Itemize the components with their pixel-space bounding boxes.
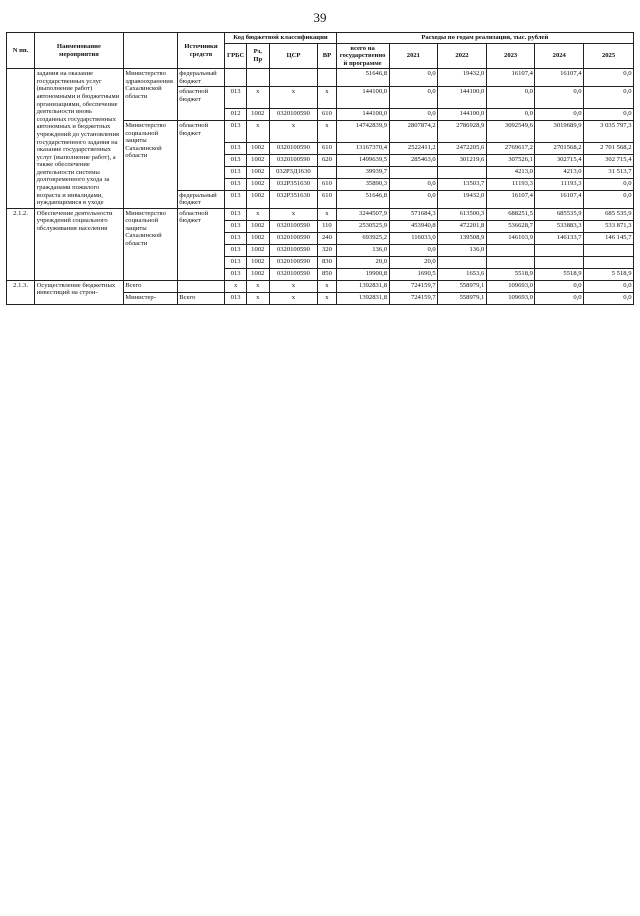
header-budget-classification: Код бюджетной классификации: [225, 33, 336, 44]
cell-year-2025: 0,0: [584, 109, 634, 121]
cell-year-2022: 139508,9: [438, 232, 487, 244]
cell-year-2024: 5518,9: [535, 268, 584, 280]
cell-year-2025: 31 513,7: [584, 166, 634, 178]
cell-year-2023: 2769617,2: [486, 142, 535, 154]
cell-rzpr: 1002: [246, 178, 269, 190]
cell-grbs: [225, 69, 247, 87]
cell-year-2025: 533 871,3: [584, 220, 634, 232]
cell-vr: x: [318, 208, 336, 220]
cell-total: 35890,3: [336, 178, 389, 190]
cell-total: 13167370,4: [336, 142, 389, 154]
cell-year-2024: 4213,0: [535, 166, 584, 178]
cell-total: 136,0: [336, 244, 389, 256]
header-name: Наименование мероприятия: [35, 33, 124, 69]
header-vr: ВР: [318, 43, 336, 69]
cell-year-2025: [584, 244, 634, 256]
funding-source: федеральный бюджет: [177, 190, 225, 208]
cell-year-2022: 144100,0: [438, 87, 487, 109]
cell-year-2025: [584, 256, 634, 268]
cell-year-2021: 285463,0: [389, 154, 438, 166]
cell-grbs: 013: [225, 121, 247, 143]
cell-total: 1392831,8: [336, 280, 389, 292]
cell-year-2022: 144100,0: [438, 109, 487, 121]
cell-rzpr: x: [246, 121, 269, 143]
cell-year-2022: 13503,7: [438, 178, 487, 190]
cell-csr: x: [269, 87, 318, 109]
cell-csr: x: [269, 280, 318, 292]
measure-name: задания на оказание государственных услуг (выполнение работ) автономными и бюджетными организациями, обеспечение деятельности вновь созданных государственных автономных и бюджетных учреждений до установления государственного задания на оказание государственных услуг (выполнение работ), а также обеспечение деятельности системы долговременного ухода за гражданами пожилого возраста и инвалидами, нуждающимися в уходе: [35, 69, 124, 208]
header-grbs: ГРБС: [225, 43, 247, 69]
cell-year-2021: 20,0: [389, 256, 438, 268]
cell-grbs: 013: [225, 256, 247, 268]
cell-grbs: 013: [225, 166, 247, 178]
cell-year-2022: 136,0: [438, 244, 487, 256]
cell-year-2021: [389, 166, 438, 178]
cell-year-2023: 3092549,6: [486, 121, 535, 143]
funding-source: федеральный бюджет: [177, 69, 225, 87]
executor: Министер-: [123, 292, 177, 304]
cell-grbs: 013: [225, 142, 247, 154]
cell-year-2024: [535, 244, 584, 256]
cell-csr: 0320100590: [269, 232, 318, 244]
cell-year-2021: 2807874,2: [389, 121, 438, 143]
cell-vr: x: [318, 87, 336, 109]
header-expenses: Расходы по годам реализации, тыс. рублей: [336, 33, 633, 44]
cell-year-2022: [438, 166, 487, 178]
cell-rzpr: 1002: [246, 256, 269, 268]
cell-rzpr: 1002: [246, 154, 269, 166]
cell-rzpr: 1002: [246, 244, 269, 256]
cell-rzpr: [246, 69, 269, 87]
cell-year-2022: 558979,1: [438, 280, 487, 292]
cell-grbs: x: [225, 280, 247, 292]
cell-csr: x: [269, 121, 318, 143]
cell-year-2022: 301219,6: [438, 154, 487, 166]
cell-vr: [318, 69, 336, 87]
cell-total: 14742839,9: [336, 121, 389, 143]
cell-year-2023: 5518,9: [486, 268, 535, 280]
cell-year-2023: 16107,4: [486, 69, 535, 87]
cell-csr: 0320100590: [269, 154, 318, 166]
executor: Всего: [123, 280, 177, 292]
cell-csr: 0320100590: [269, 244, 318, 256]
cell-year-2025: 2 701 568,2: [584, 142, 634, 154]
cell-year-2025: 3 035 797,3: [584, 121, 634, 143]
cell-year-2025: 685 535,9: [584, 208, 634, 220]
cell-year-2024: 0,0: [535, 280, 584, 292]
cell-csr: [269, 69, 318, 87]
cell-total: 1499639,5: [336, 154, 389, 166]
cell-csr: x: [269, 292, 318, 304]
cell-vr: 610: [318, 190, 336, 208]
cell-year-2021: 0,0: [389, 87, 438, 109]
table-row: [7, 208, 634, 220]
cell-year-2021: 0,0: [389, 244, 438, 256]
cell-csr: 0320100590: [269, 220, 318, 232]
executor: Министерство здравоохранения Сахалинской области: [123, 69, 177, 121]
cell-vr: 320: [318, 244, 336, 256]
row-number: [7, 69, 35, 208]
cell-csr: 032Р351630: [269, 190, 318, 208]
cell-year-2022: [438, 256, 487, 268]
cell-grbs: 013: [225, 232, 247, 244]
cell-year-2025: 0,0: [584, 280, 634, 292]
cell-vr: 610: [318, 142, 336, 154]
cell-grbs: 013: [225, 220, 247, 232]
cell-vr: x: [318, 280, 336, 292]
cell-total: 39939,7: [336, 166, 389, 178]
cell-total: 2530525,9: [336, 220, 389, 232]
cell-year-2023: 146103,9: [486, 232, 535, 244]
cell-year-2021: 0,0: [389, 109, 438, 121]
cell-year-2023: 307526,1: [486, 154, 535, 166]
cell-rzpr: 1002: [246, 220, 269, 232]
cell-grbs: 013: [225, 268, 247, 280]
cell-year-2022: 2472205,6: [438, 142, 487, 154]
cell-total: 20,0: [336, 256, 389, 268]
header-source: Источники средств: [177, 33, 225, 69]
cell-year-2022: 558979,1: [438, 292, 487, 304]
cell-rzpr: x: [246, 87, 269, 109]
measure-name: Обеспечение деятельности учреждений социального обслуживания населения: [35, 208, 124, 280]
header-year-2022: 2022: [438, 43, 487, 69]
cell-grbs: 012: [225, 109, 247, 121]
cell-grbs: 013: [225, 190, 247, 208]
cell-year-2024: 16107,4: [535, 69, 584, 87]
cell-rzpr: 1002: [246, 142, 269, 154]
cell-year-2025: 0,0: [584, 190, 634, 208]
cell-year-2025: 5 518,9: [584, 268, 634, 280]
cell-year-2025: 302 715,4: [584, 154, 634, 166]
header-total: всего на государственной программе: [336, 43, 389, 69]
cell-total: 51646,8: [336, 69, 389, 87]
row-number: 2.1.3.: [7, 280, 35, 304]
funding-source: областной бюджет: [177, 208, 225, 280]
cell-total: 1392831,8: [336, 292, 389, 304]
cell-total: 19900,8: [336, 268, 389, 280]
cell-year-2024: 16107,4: [535, 190, 584, 208]
cell-vr: [318, 166, 336, 178]
cell-vr: x: [318, 121, 336, 143]
measure-name: Осуществление бюджетных инвестиций на строи-: [35, 280, 124, 304]
cell-grbs: 013: [225, 87, 247, 109]
cell-year-2024: 0,0: [535, 292, 584, 304]
cell-year-2024: 3019689,9: [535, 121, 584, 143]
header-year-2025: 2025: [584, 43, 634, 69]
cell-vr: 830: [318, 256, 336, 268]
header-csr: ЦСР: [269, 43, 318, 69]
cell-year-2024: 11193,3: [535, 178, 584, 190]
cell-csr: 0320100590: [269, 109, 318, 121]
cell-total: 3244507,9: [336, 208, 389, 220]
header-year-2024: 2024: [535, 43, 584, 69]
header-row: [7, 33, 634, 44]
funding-source: Всего: [177, 292, 225, 304]
cell-year-2023: 536628,7: [486, 220, 535, 232]
cell-year-2021: 571684,3: [389, 208, 438, 220]
budget-table: [6, 32, 634, 305]
cell-year-2025: 0,0: [584, 292, 634, 304]
cell-year-2023: 688251,5: [486, 208, 535, 220]
cell-year-2024: 685535,9: [535, 208, 584, 220]
cell-year-2024: 0,0: [535, 87, 584, 109]
cell-total: 144100,0: [336, 109, 389, 121]
executor: Министерство социальной защиты Сахалинской области: [123, 208, 177, 280]
cell-year-2024: 0,0: [535, 109, 584, 121]
funding-source: областной бюджет: [177, 121, 225, 191]
header-num: N пп.: [7, 33, 35, 69]
cell-year-2021: 116033,0: [389, 232, 438, 244]
cell-csr: x: [269, 208, 318, 220]
row-number: 2.1.2.: [7, 208, 35, 280]
header-executor: [123, 33, 177, 69]
table-row: [7, 280, 634, 292]
funding-source: областной бюджет: [177, 87, 225, 121]
cell-year-2023: 11193,3: [486, 178, 535, 190]
cell-year-2021: 724159,7: [389, 280, 438, 292]
cell-year-2021: 453940,8: [389, 220, 438, 232]
table-row: [7, 69, 634, 87]
cell-year-2024: 2701568,2: [535, 142, 584, 154]
cell-vr: x: [318, 292, 336, 304]
cell-vr: 850: [318, 268, 336, 280]
cell-year-2021: 0,0: [389, 178, 438, 190]
page-number: 39: [313, 10, 327, 25]
cell-year-2024: [535, 256, 584, 268]
cell-year-2023: 0,0: [486, 87, 535, 109]
funding-source: [177, 280, 225, 292]
cell-year-2022: 1653,6: [438, 268, 487, 280]
cell-year-2021: 0,0: [389, 190, 438, 208]
cell-rzpr: x: [246, 280, 269, 292]
cell-year-2023: 109693,0: [486, 280, 535, 292]
cell-year-2021: 724159,7: [389, 292, 438, 304]
cell-total: 51646,8: [336, 190, 389, 208]
cell-csr: 0320100590: [269, 142, 318, 154]
cell-year-2022: 19432,0: [438, 69, 487, 87]
cell-year-2022: 19432,0: [438, 190, 487, 208]
cell-year-2025: 146 145,7: [584, 232, 634, 244]
cell-csr: 0320100590: [269, 256, 318, 268]
cell-year-2023: [486, 244, 535, 256]
cell-year-2024: 533883,3: [535, 220, 584, 232]
cell-rzpr: 1002: [246, 190, 269, 208]
cell-rzpr: 1002: [246, 268, 269, 280]
cell-year-2021: 0,0: [389, 69, 438, 87]
cell-year-2023: 16107,4: [486, 190, 535, 208]
header-year-2021: 2021: [389, 43, 438, 69]
cell-year-2021: 1690,5: [389, 268, 438, 280]
cell-rzpr: 1002: [246, 109, 269, 121]
cell-rzpr: 1002: [246, 166, 269, 178]
cell-grbs: 013: [225, 244, 247, 256]
cell-total: 693925,2: [336, 232, 389, 244]
cell-csr: 0320100590: [269, 268, 318, 280]
cell-grbs: 013: [225, 154, 247, 166]
cell-year-2022: 472201,8: [438, 220, 487, 232]
cell-vr: 610: [318, 178, 336, 190]
cell-rzpr: x: [246, 208, 269, 220]
cell-grbs: 013: [225, 208, 247, 220]
cell-csr: 032Р3Д1630: [269, 166, 318, 178]
cell-vr: 610: [318, 109, 336, 121]
cell-year-2023: 109693,0: [486, 292, 535, 304]
cell-year-2022: 2786928,9: [438, 121, 487, 143]
cell-csr: 032Р351630: [269, 178, 318, 190]
cell-vr: 110: [318, 220, 336, 232]
cell-year-2024: 146133,7: [535, 232, 584, 244]
header-rzpr: Рз, Пр: [246, 43, 269, 69]
cell-vr: 620: [318, 154, 336, 166]
executor: Министерство социальной защиты Сахалинской области: [123, 121, 177, 209]
cell-grbs: 013: [225, 292, 247, 304]
cell-rzpr: 1002: [246, 232, 269, 244]
cell-rzpr: x: [246, 292, 269, 304]
cell-total: 144100,0: [336, 87, 389, 109]
cell-year-2023: [486, 256, 535, 268]
cell-year-2024: 302715,4: [535, 154, 584, 166]
cell-year-2025: 0,0: [584, 69, 634, 87]
cell-year-2025: 0,0: [584, 87, 634, 109]
cell-vr: 240: [318, 232, 336, 244]
cell-year-2021: 2522411,2: [389, 142, 438, 154]
cell-year-2022: 613500,3: [438, 208, 487, 220]
cell-year-2023: 0,0: [486, 109, 535, 121]
header-year-2023: 2023: [486, 43, 535, 69]
cell-year-2023: 4213,0: [486, 166, 535, 178]
cell-year-2025: 0,0: [584, 178, 634, 190]
cell-grbs: 013: [225, 178, 247, 190]
